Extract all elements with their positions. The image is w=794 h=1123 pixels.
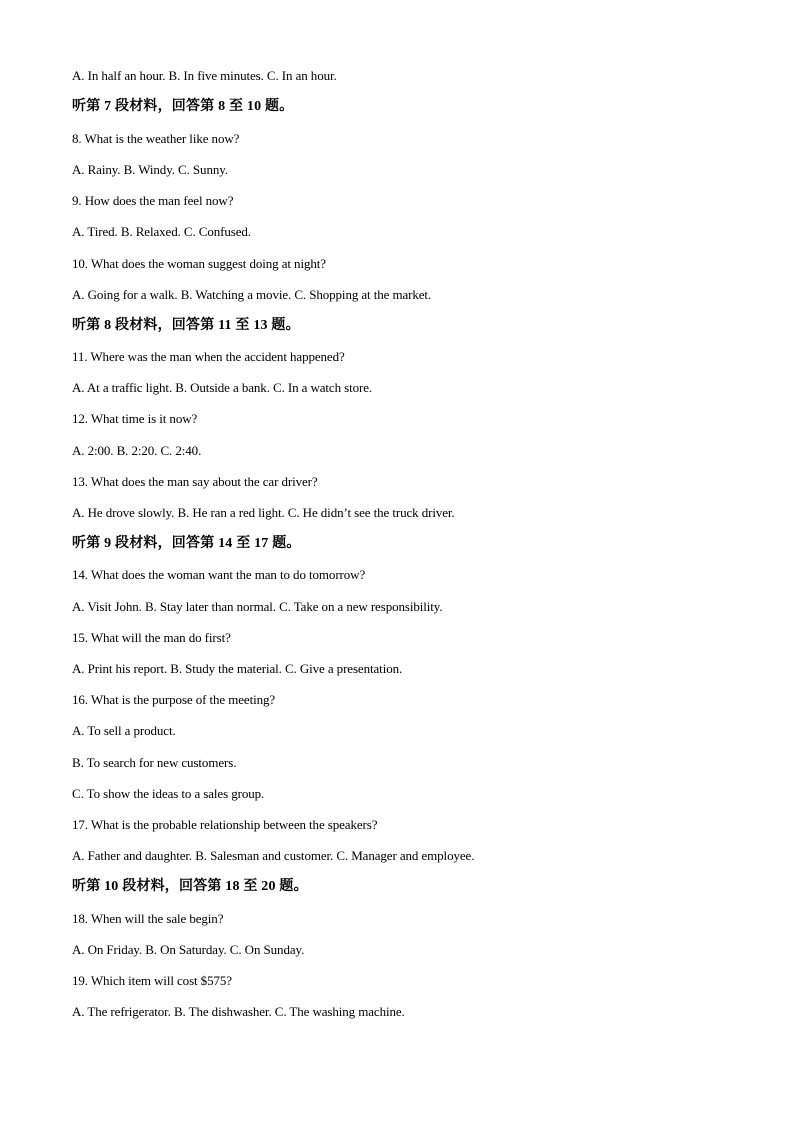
question-line: 14. What does the woman want the man to do tomorrow? — [72, 567, 366, 582]
option-line: A. Tired. B. Relaxed. C. Confused. — [72, 224, 251, 239]
section-heading: 听第 8 段材料，回答第 11 至 13 题。 — [72, 318, 300, 333]
question-line: 11. Where was the man when the accident happened? — [72, 349, 345, 364]
section-heading: 听第 7 段材料，回答第 8 至 10 题。 — [72, 99, 294, 114]
question-line: 9. How does the man feel now? — [72, 193, 234, 208]
question-line: 19. Which item will cost $575? — [72, 973, 232, 988]
option-line: A. On Friday. B. On Saturday. C. On Sunday. — [72, 942, 305, 957]
option-line: A. Visit John. B. Stay later than normal. C. Take on a new responsibility. — [72, 599, 443, 614]
option-line: A. 2:00. B. 2:20. C. 2:40. — [72, 443, 202, 458]
option-line: A. The refrigerator. B. The dishwasher. C. The washing machine. — [72, 1004, 405, 1019]
question-line: 16. What is the purpose of the meeting? — [72, 692, 276, 707]
question-line: 12. What time is it now? — [72, 411, 198, 426]
question-line: 18. When will the sale begin? — [72, 911, 224, 926]
option-line: A. To sell a product. — [72, 723, 176, 738]
question-line: 8. What is the weather like now? — [72, 131, 240, 146]
option-line: A. Print his report. B. Study the material. C. Give a presentation. — [72, 661, 403, 676]
section-heading: 听第 9 段材料，回答第 14 至 17 题。 — [72, 536, 301, 551]
question-line: 17. What is the probable relationship between the speakers? — [72, 817, 378, 832]
option-line: A. Father and daughter. B. Salesman and customer. C. Manager and employee. — [72, 848, 475, 863]
question-line: 13. What does the man say about the car driver? — [72, 474, 318, 489]
option-line: C. To show the ideas to a sales group. — [72, 786, 265, 801]
option-line: A. He drove slowly. B. He ran a red light. C. He didn’t see the truck driver. — [72, 505, 455, 520]
option-line: B. To search for new customers. — [72, 755, 237, 770]
option-line: A. At a traffic light. B. Outside a bank. C. In a watch store. — [72, 380, 373, 395]
section-heading: 听第 10 段材料，回答第 18 至 20 题。 — [72, 879, 308, 894]
option-line: A. Going for a walk. B. Watching a movie. C. Shopping at the market. — [72, 287, 432, 302]
question-line: 15. What will the man do first? — [72, 630, 231, 645]
option-line: A. Rainy. B. Windy. C. Sunny. — [72, 162, 228, 177]
question-line: 10. What does the woman suggest doing at night? — [72, 256, 326, 271]
option-line: A. In half an hour. B. In five minutes. C. In an hour. — [72, 68, 337, 83]
